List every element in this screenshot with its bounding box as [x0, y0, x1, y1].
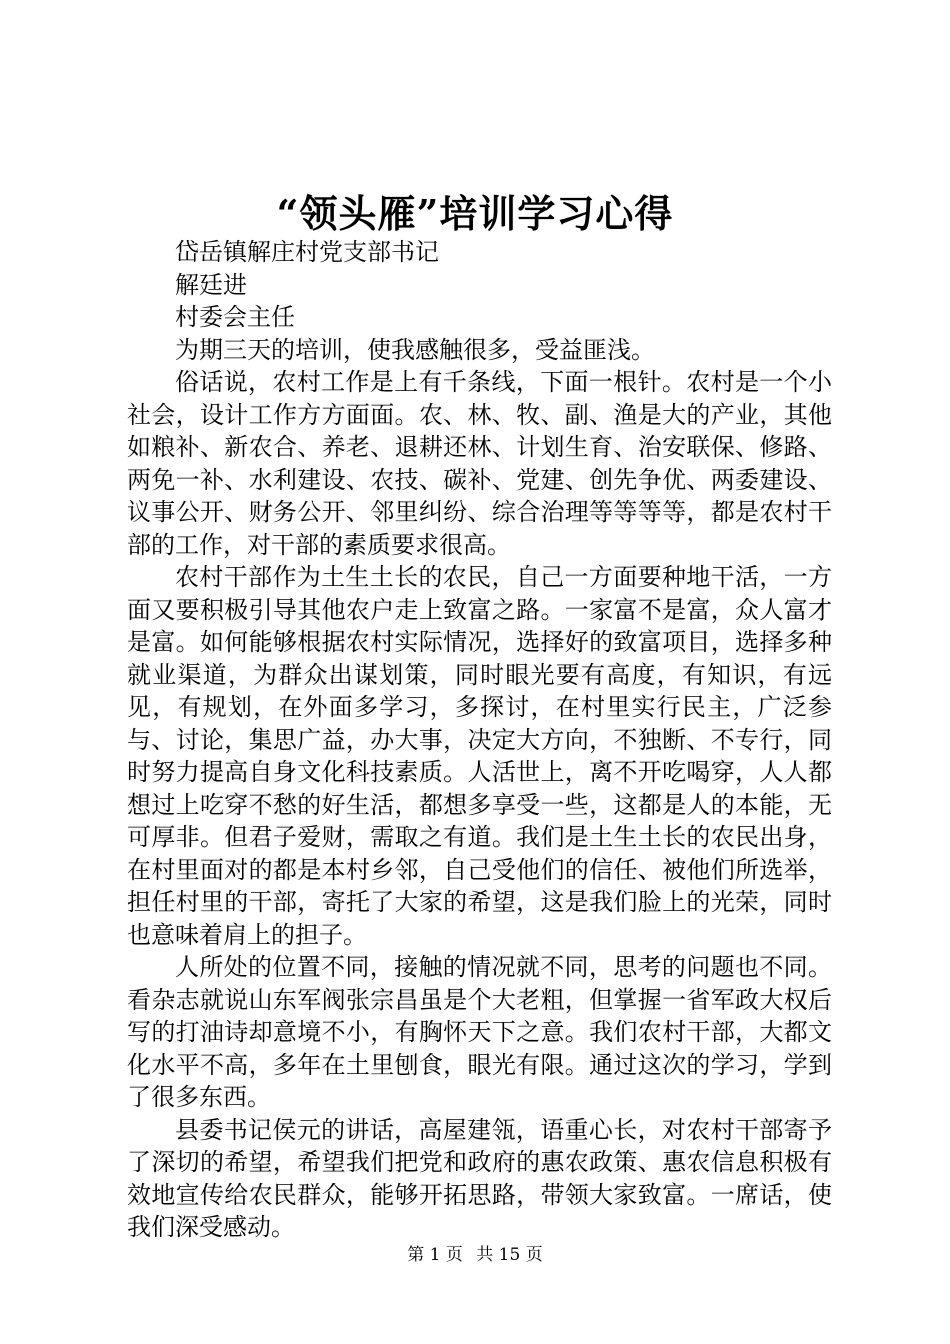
- page-footer: [0, 1240, 950, 1265]
- paragraph: 农村干部作为土生土长的农民，自己一方面要种地干活，一方面又要积极引导其他农户走上致富之路。一家富不是富，众人富才是富。如何能够根据农村实际情况，选择好的致富项目，选择多种就业渠道，为群众出谋划策，同时眼光要有高度，有知识，有远见，有规划，在外面多学习，多探讨，在村里实行民主，广泛参与、讨论，集思广益，办大事，决定大方向，不独断、不专行，同时努力提高自身文化科技素质。人活世上，离不开吃喝穿，人人都想过上吃穿不愁的好生活，都想多享受一些，这都是人的本能，无可厚非。但君子爱财，需取之有道。我们是土生土长的农民出身，在村里面对的都是本村乡邻，自己受他们的信任、被他们所选举，担任村里的干部，寄托了大家的希望，这是我们脸上的光荣，同时也意味着肩上的担子。: [127, 563, 832, 949]
- page-total: 共 15 页: [476, 1245, 543, 1265]
- paragraph: 县委书记侯元的讲话，高屋建瓴，语重心长，对农村干部寄予了深切的希望，希望我们把党和政府的惠农政策、惠农信息积极有效地宣传给农民群众，能够开拓思路，带领大家致富。一席话，使我们深受感动。: [127, 1115, 832, 1241]
- document-title: “领头雁”培训学习心得: [276, 191, 674, 236]
- paragraph: 人所处的位置不同，接触的情况就不同，思考的问题也不同。看杂志就说山东军阀张宗昌虽是个大老粗，但掌握一省军政大权后写的打油诗却意境不小，有胸怀天下之意。我们农村干部，大都文化水平不高，多年在土里刨食，眼光有限。通过这次的学习，学到了很多东西。: [127, 953, 832, 1111]
- paragraph: 俗话说，农村工作是上有千条线，下面一根针。农村是一个小社会，设计工作方方面面。农、林、牧、副、渔是大的产业，其他如粮补、新农合、养老、退耕还林、计划生育、治安联保、修路、两免一补、水利建设、农技、碳补、党建、创先争优、两委建设、议事公开、财务公开、邻里纠纷、综合治理等等等等，都是农村干部的工作，对干部的素质要求很高。: [127, 368, 832, 559]
- paragraph: 为期三天的培训，使我感触很多，受益匪浅。: [175, 335, 655, 364]
- author-affiliation: 岱岳镇解庄村党支部书记: [175, 238, 439, 266]
- document-body: [127, 236, 832, 1244]
- page-number: 第 1 页: [407, 1245, 463, 1265]
- author-position: 村委会主任: [175, 303, 295, 331]
- author-name: 解廷进: [175, 270, 247, 299]
